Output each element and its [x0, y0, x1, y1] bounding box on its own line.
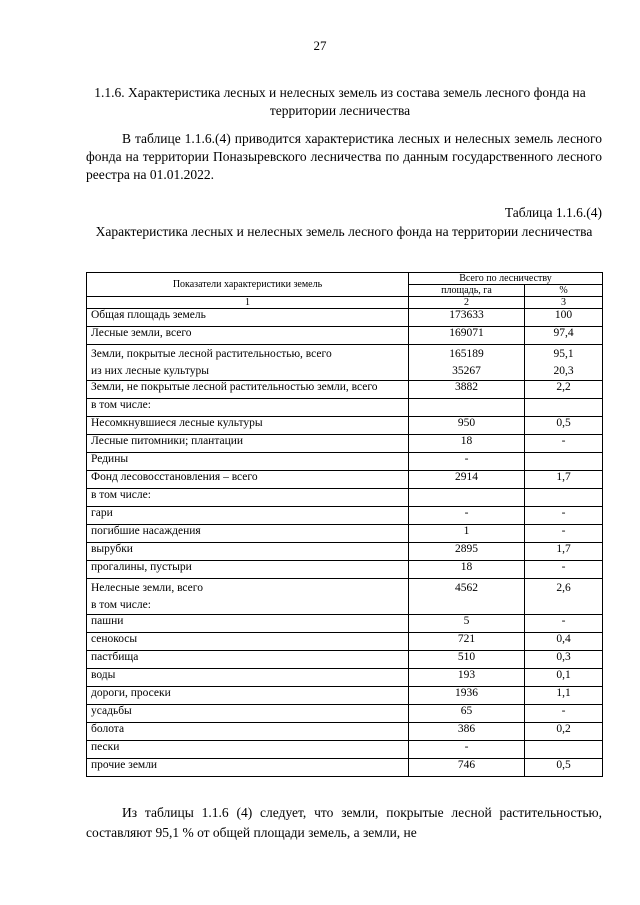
row-area — [409, 687, 525, 705]
row-pct-line: 0,5 — [556, 759, 571, 771]
row-area-line: - — [464, 741, 469, 753]
row-area-line — [413, 399, 520, 416]
row-label-line: вырубки — [91, 543, 133, 555]
row-area-line: 721 — [457, 633, 476, 645]
row-area — [409, 705, 525, 723]
row-label-line: болота — [91, 723, 125, 735]
row-area — [409, 723, 525, 741]
header-area: площадь, га — [409, 285, 525, 297]
column-number: 2 — [409, 297, 525, 309]
row-area — [409, 651, 525, 669]
row-area-line: 4562 — [455, 582, 478, 594]
row-label — [87, 723, 409, 741]
row-label-line: усадьбы — [91, 705, 132, 717]
row-pct — [525, 435, 603, 453]
row-pct — [525, 399, 603, 417]
table-row — [87, 633, 603, 651]
table-row — [87, 723, 603, 741]
table-row — [87, 489, 603, 507]
row-area — [409, 507, 525, 525]
row-pct-line — [529, 453, 598, 470]
row-label — [87, 687, 409, 705]
header-total: Всего по лесничеству — [409, 273, 603, 285]
row-label — [87, 615, 409, 633]
row-pct-line: 2,6 — [556, 582, 571, 594]
row-label-line: пашни — [91, 615, 124, 627]
table-row — [87, 345, 603, 381]
row-area-line: 173633 — [449, 309, 484, 321]
land-characteristics-table — [86, 272, 603, 777]
page-number: 27 — [313, 38, 327, 53]
row-area — [409, 309, 525, 327]
row-area-line: 5 — [463, 615, 470, 627]
row-pct — [525, 723, 603, 741]
table-row — [87, 507, 603, 525]
table-row — [87, 417, 603, 435]
row-label — [87, 507, 409, 525]
row-label-line: прогалины, пустыри — [91, 561, 192, 573]
row-area-line — [413, 597, 520, 614]
table-row — [87, 669, 603, 687]
row-area — [409, 615, 525, 633]
row-area-line: 18 — [460, 435, 473, 447]
row-area — [409, 525, 525, 543]
row-area-line: 3882 — [455, 381, 478, 393]
row-pct-line: - — [561, 615, 566, 627]
row-pct — [525, 345, 603, 381]
row-label — [87, 669, 409, 687]
row-area-line: 2914 — [455, 471, 478, 483]
row-pct — [525, 471, 603, 489]
row-label — [87, 651, 409, 669]
row-label-line: гари — [91, 507, 113, 519]
row-pct-line: 0,3 — [556, 651, 571, 663]
table-row — [87, 687, 603, 705]
table-row — [87, 741, 603, 759]
row-label — [87, 561, 409, 579]
row-label — [87, 327, 409, 345]
row-pct — [525, 453, 603, 471]
row-pct — [525, 507, 603, 525]
row-pct-line: - — [561, 561, 566, 573]
row-pct — [525, 687, 603, 705]
row-label-line: в том числе: — [91, 399, 151, 411]
row-pct — [525, 381, 603, 399]
row-label-line: прочие земли — [91, 759, 158, 771]
row-pct-line: 1,7 — [556, 543, 571, 555]
row-label — [87, 579, 409, 615]
row-area-line: 1936 — [455, 687, 478, 699]
row-pct-line: - — [561, 507, 566, 519]
row-area-line: 950 — [457, 417, 476, 429]
row-pct-line — [529, 597, 598, 614]
row-pct-line: 0,4 — [556, 633, 571, 645]
table-row — [87, 615, 603, 633]
conclusion-paragraph: Из таблицы 1.1.6 (4) следует, что земли, покрытые лесной растительностью, составляют 95,1 % от общей площади земель, а земли, не — [86, 805, 602, 840]
row-label — [87, 345, 409, 381]
row-pct — [525, 579, 603, 615]
row-label-line: погибшие насаждения — [91, 525, 201, 537]
row-area — [409, 741, 525, 759]
row-label — [87, 525, 409, 543]
row-area — [409, 399, 525, 417]
row-label-line: дороги, просеки — [91, 687, 171, 699]
row-pct-line: 100 — [554, 309, 573, 321]
row-pct — [525, 615, 603, 633]
row-label-line: Несомкнувшиеся лесные культуры — [91, 417, 263, 429]
table-row — [87, 705, 603, 723]
row-label-line: Редины — [91, 453, 129, 465]
row-pct-line: 1,7 — [556, 471, 571, 483]
row-area — [409, 327, 525, 345]
row-area — [409, 381, 525, 399]
row-pct-line: - — [561, 435, 566, 447]
row-label — [87, 309, 409, 327]
column-number: 1 — [87, 297, 409, 309]
row-area — [409, 579, 525, 615]
row-pct-line: 0,5 — [556, 417, 571, 429]
row-pct — [525, 489, 603, 507]
row-label — [87, 759, 409, 777]
row-area — [409, 417, 525, 435]
row-label-line: в том числе: — [91, 489, 151, 501]
row-pct — [525, 741, 603, 759]
table-row — [87, 309, 603, 327]
row-area-line: 18 — [460, 561, 473, 573]
table-row — [87, 759, 603, 777]
row-label — [87, 417, 409, 435]
section-heading: 1.1.6. Характеристика лесных и нелесных земель из состава земель лесного фонда на территории лесничества — [94, 85, 586, 118]
row-pct — [525, 561, 603, 579]
row-label-line: Фонд лесовосстановления – всего — [91, 471, 258, 483]
row-pct-line: 0,2 — [556, 723, 571, 735]
table-row — [87, 327, 603, 345]
row-area — [409, 669, 525, 687]
row-pct-line: 0,1 — [556, 669, 571, 681]
row-area — [409, 633, 525, 651]
table-row — [87, 435, 603, 453]
row-pct — [525, 417, 603, 435]
row-area-line: 510 — [457, 651, 476, 663]
table-row — [87, 399, 603, 417]
row-area — [409, 453, 525, 471]
row-area — [409, 345, 525, 381]
row-label — [87, 453, 409, 471]
row-pct-line: 97,4 — [553, 327, 574, 339]
row-label-line: пески — [91, 741, 120, 753]
row-pct-line — [529, 489, 598, 506]
row-pct-line: 20,3 — [553, 365, 574, 377]
row-area-line: - — [464, 507, 469, 519]
row-label-line: Земли, не покрытые лесной растительностью земли, всего — [91, 381, 378, 393]
intro-paragraph: В таблице 1.1.6.(4) приводится характеристика лесных и нелесных земель лесного фонда на территории Поназыревского лесничества по данным государственного лесного реестра на 01.01.2022. — [86, 131, 602, 182]
row-area — [409, 489, 525, 507]
row-area-line: 65 — [460, 705, 473, 717]
row-area — [409, 471, 525, 489]
row-pct-line: - — [561, 525, 566, 537]
row-area-line: 165189 — [449, 348, 484, 360]
row-area-line: 1 — [463, 525, 470, 537]
row-label — [87, 543, 409, 561]
column-number: 3 — [525, 297, 603, 309]
row-pct-line: 1,1 — [556, 687, 571, 699]
row-area — [409, 759, 525, 777]
row-area-line — [413, 489, 520, 506]
row-label-line: Земли, покрытые лесной растительностью, всего — [91, 348, 332, 360]
row-label — [87, 633, 409, 651]
row-pct — [525, 525, 603, 543]
row-area — [409, 561, 525, 579]
row-label — [87, 741, 409, 759]
row-label-line: из них лесные культуры — [91, 365, 209, 377]
table-row — [87, 471, 603, 489]
row-pct — [525, 651, 603, 669]
table-title: Характеристика лесных и нелесных земель лесного фонда на территории лесничества — [95, 224, 593, 239]
row-label-line: Нелесные земли, всего — [91, 582, 203, 594]
row-label-line: Лесные земли, всего — [91, 327, 192, 339]
row-label-line: пастбища — [91, 651, 139, 663]
row-pct — [525, 543, 603, 561]
row-pct-line: 95,1 — [553, 348, 574, 360]
row-label — [87, 381, 409, 399]
row-area-line: - — [464, 453, 469, 465]
row-area-line: 746 — [457, 759, 476, 771]
row-label — [87, 399, 409, 417]
header-pct: % — [525, 285, 603, 297]
row-pct — [525, 633, 603, 651]
row-pct-line — [529, 399, 598, 416]
row-area-line: 169071 — [449, 327, 484, 339]
row-pct-line: 2,2 — [556, 381, 571, 393]
row-label-line: Лесные питомники; плантации — [91, 435, 244, 447]
row-area-line: 2895 — [455, 543, 478, 555]
header-indicator: Показатели характеристики земель — [87, 273, 409, 297]
row-pct — [525, 309, 603, 327]
row-label-line: Общая площадь земель — [91, 309, 206, 321]
row-pct-line: - — [561, 705, 566, 717]
row-pct — [525, 327, 603, 345]
row-area-line: 35267 — [452, 365, 481, 377]
table-row — [87, 453, 603, 471]
row-pct — [525, 759, 603, 777]
row-pct — [525, 669, 603, 687]
row-area-line: 193 — [457, 669, 476, 681]
row-area — [409, 435, 525, 453]
row-label — [87, 705, 409, 723]
row-label-line: сенокосы — [91, 633, 138, 645]
table-row — [87, 525, 603, 543]
row-label — [87, 435, 409, 453]
table-row — [87, 543, 603, 561]
row-label-line: воды — [91, 669, 116, 681]
row-label — [87, 489, 409, 507]
row-pct — [525, 705, 603, 723]
row-label — [87, 471, 409, 489]
table-number: Таблица 1.1.6.(4) — [504, 205, 602, 220]
table-row — [87, 381, 603, 399]
row-area-line: 386 — [457, 723, 476, 735]
table-row — [87, 579, 603, 615]
table-row — [87, 561, 603, 579]
row-pct-line — [529, 741, 598, 758]
row-area — [409, 543, 525, 561]
row-label-line: в том числе: — [91, 599, 151, 611]
table-row — [87, 651, 603, 669]
